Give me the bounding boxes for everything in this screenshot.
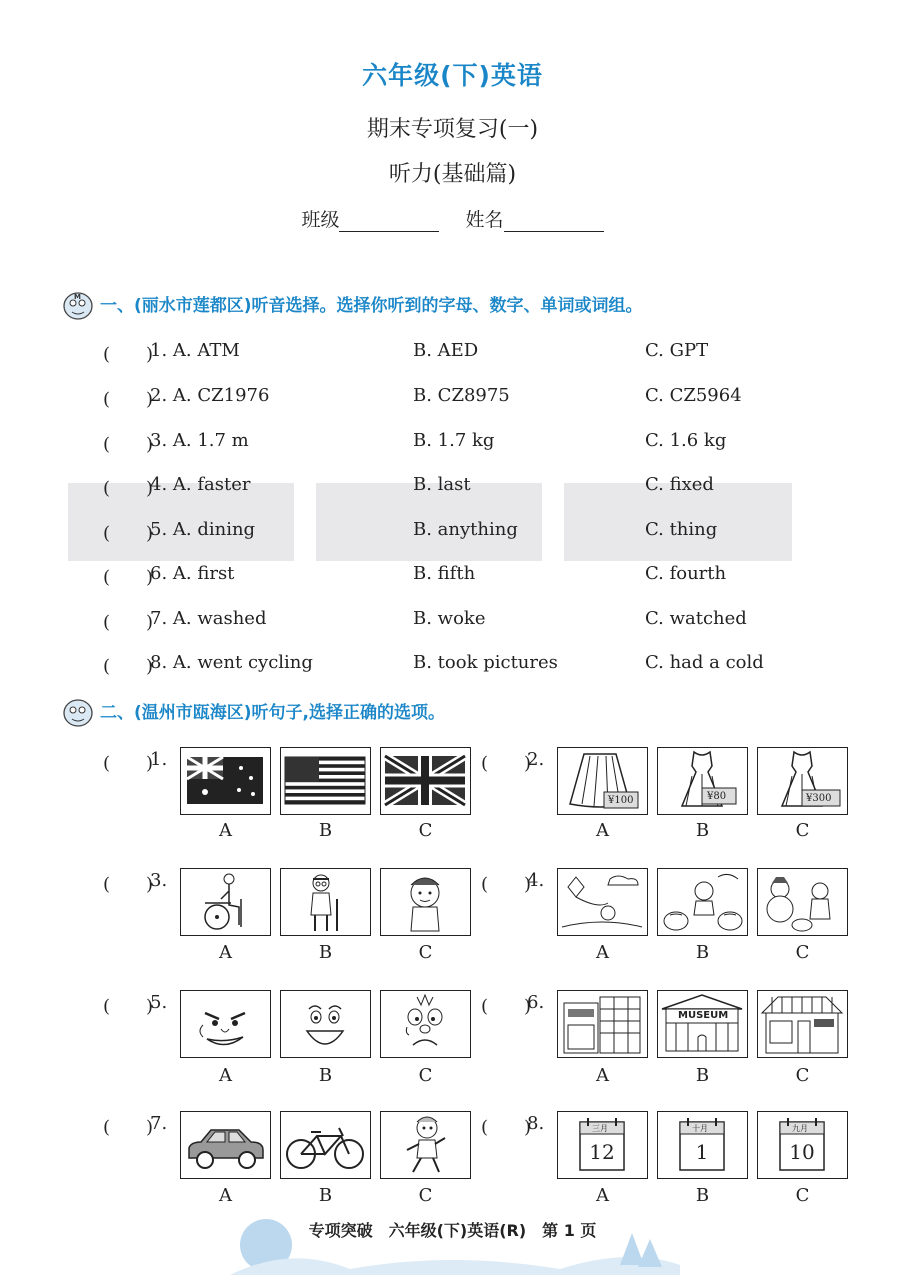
question-number: 6. [527, 992, 545, 1013]
museum-sign: MUSEUM [678, 1010, 729, 1021]
question-number: 4. [527, 870, 545, 891]
option-label: C [795, 1185, 810, 1206]
answer-paren[interactable]: ( ) [103, 612, 154, 633]
answer-paren[interactable]: ( ) [103, 656, 154, 677]
uk-flag-icon [381, 748, 469, 813]
option-a-image[interactable] [557, 868, 648, 936]
option-a[interactable]: 8. A. went cycling [150, 652, 313, 673]
option-label: A [596, 1065, 609, 1086]
question-row [0, 340, 905, 370]
question-number: 7. [150, 1113, 168, 1134]
question-row [0, 519, 905, 549]
option-b-image[interactable]: ¥80 [657, 747, 748, 815]
option-b[interactable]: B. took pictures [413, 652, 558, 673]
option-a[interactable]: 5. A. dining [150, 519, 256, 540]
option-label: C [418, 1185, 433, 1206]
option-c-image[interactable] [380, 868, 471, 936]
answer-paren[interactable]: ( ) [103, 753, 154, 774]
name-label: 姓名 [465, 209, 504, 231]
sad-face-icon [381, 991, 469, 1056]
option-c-image[interactable]: ¥300 [757, 747, 848, 815]
option-b-image[interactable] [280, 1111, 371, 1179]
svg-text:M: M [74, 293, 81, 301]
kite-spring-scene-icon [558, 869, 646, 934]
museum-icon [658, 991, 746, 1056]
answer-paren[interactable]: ( ) [103, 996, 154, 1017]
option-c-image[interactable]: 九月 10 [757, 1111, 848, 1179]
australia-flag-icon [181, 748, 269, 813]
dress-icon [758, 748, 846, 813]
answer-paren[interactable]: ( ) [481, 1117, 532, 1138]
answer-paren[interactable]: ( ) [103, 478, 154, 499]
option-c[interactable]: C. thing [645, 519, 718, 540]
answer-paren[interactable]: ( ) [481, 753, 532, 774]
option-label: C [418, 942, 433, 963]
option-label: B [318, 942, 333, 963]
option-a-image[interactable] [180, 868, 271, 936]
question-number: 5. [150, 992, 168, 1013]
wheelchair-person-icon [181, 869, 269, 934]
option-c-image[interactable] [757, 868, 848, 936]
student-info-row [0, 205, 905, 232]
section-2-heading: 二、(温州市瓯海区)听句子,选择正确的选项。 [60, 697, 445, 729]
option-label: A [219, 942, 232, 963]
mascot-icon [60, 290, 96, 322]
page-footer: 专项突破 六年级(下)英语(R) 第 1 页 [308, 1221, 597, 1240]
question-row [0, 563, 905, 593]
option-c[interactable]: C. had a cold [645, 652, 764, 673]
question-number: 2. [527, 749, 545, 770]
option-c-image[interactable] [380, 990, 471, 1058]
option-label: B [695, 1185, 710, 1206]
option-a-image[interactable] [180, 1111, 271, 1179]
option-label: A [596, 942, 609, 963]
option-label: A [219, 820, 232, 841]
answer-paren[interactable]: ( ) [481, 996, 532, 1017]
option-a-image[interactable]: ¥100 [557, 747, 648, 815]
option-c-image[interactable] [380, 747, 471, 815]
option-b[interactable]: B. 1.7 kg [413, 430, 495, 451]
answer-paren[interactable]: ( ) [103, 567, 154, 588]
option-a[interactable]: 3. A. 1.7 m [150, 430, 249, 451]
option-label: B [318, 1065, 333, 1086]
option-a[interactable]: 4. A. faster [150, 474, 251, 495]
option-c[interactable]: C. fixed [645, 474, 714, 495]
section-1-heading: M 一、(丽水市莲都区)听音选择。选择你听到的字母、数字、单词或词组。 [60, 290, 643, 322]
option-a[interactable]: 7. A. washed [150, 608, 267, 629]
class-label: 班级 [301, 209, 340, 231]
question-number: 1. [150, 749, 168, 770]
option-b[interactable]: B. woke [413, 608, 486, 629]
bicycle-icon [281, 1112, 369, 1177]
option-label: A [596, 820, 609, 841]
answer-paren[interactable]: ( ) [103, 874, 154, 895]
answer-paren[interactable]: ( ) [481, 874, 532, 895]
question-number: 8. [527, 1113, 545, 1134]
autumn-fruit-scene-icon [658, 869, 746, 934]
question-row [0, 430, 905, 460]
boy-icon [381, 869, 469, 934]
option-label: A [219, 1065, 232, 1086]
answer-paren[interactable]: ( ) [103, 1117, 154, 1138]
class-field[interactable] [339, 213, 439, 232]
option-label: C [795, 820, 810, 841]
answer-paren[interactable]: ( ) [103, 389, 154, 410]
answer-paren[interactable]: ( ) [103, 344, 154, 365]
option-c[interactable]: C. CZ5964 [645, 385, 742, 406]
option-b-image[interactable] [657, 868, 748, 936]
option-label: C [795, 1065, 810, 1086]
option-label: C [418, 1065, 433, 1086]
option-b[interactable]: B. fifth [413, 563, 476, 584]
option-b[interactable]: B. AED [413, 340, 479, 361]
option-label: C [795, 942, 810, 963]
option-c[interactable]: C. GPT [645, 340, 709, 361]
option-a-image[interactable] [557, 990, 648, 1058]
page-subtitle-2: 听力(基础篇) [388, 162, 517, 187]
option-b-image[interactable] [280, 990, 371, 1058]
option-a-image[interactable] [180, 990, 271, 1058]
page-subtitle: 期末专项复习(一) [366, 117, 539, 142]
option-b-image[interactable] [657, 990, 748, 1058]
option-b-image[interactable]: 十月 1 [657, 1111, 748, 1179]
snowman-winter-scene-icon [758, 869, 846, 934]
option-a-image[interactable] [180, 747, 271, 815]
option-label: B [695, 820, 710, 841]
option-c-image[interactable] [380, 1111, 471, 1179]
option-b-image[interactable] [280, 868, 371, 936]
option-a[interactable]: 2. A. CZ1976 [150, 385, 270, 406]
option-c[interactable]: C. fourth [645, 563, 727, 584]
question-row [0, 385, 905, 415]
option-label: A [596, 1185, 609, 1206]
option-c[interactable]: C. 1.6 kg [645, 430, 727, 451]
option-a[interactable]: 6. A. first [150, 563, 235, 584]
option-b[interactable]: B. CZ8975 [413, 385, 510, 406]
building-icon [558, 991, 646, 1056]
mascot-icon [60, 697, 96, 729]
option-b[interactable]: B. last [413, 474, 471, 495]
name-field[interactable] [504, 213, 604, 232]
option-a-image[interactable]: 三月 12 [557, 1111, 648, 1179]
car-icon [181, 1112, 269, 1177]
question-number: 3. [150, 870, 168, 891]
usa-flag-icon [281, 748, 369, 813]
old-man-cane-icon [281, 869, 369, 934]
page-title: 六年级(下)英语 [362, 61, 543, 90]
question-row [0, 652, 905, 682]
option-a[interactable]: 1. A. ATM [150, 340, 240, 361]
option-c[interactable]: C. watched [645, 608, 747, 629]
dress-icon [658, 748, 746, 813]
angry-face-icon [181, 991, 269, 1056]
happy-face-icon [281, 991, 369, 1056]
option-c-image[interactable] [757, 990, 848, 1058]
option-b-image[interactable] [280, 747, 371, 815]
shop-icon [758, 991, 846, 1056]
answer-paren[interactable]: ( ) [103, 523, 154, 544]
option-label: B [318, 820, 333, 841]
option-label: B [318, 1185, 333, 1206]
option-label: B [695, 1065, 710, 1086]
option-label: A [219, 1185, 232, 1206]
answer-paren[interactable]: ( ) [103, 434, 154, 455]
question-row [0, 474, 905, 504]
option-label: C [418, 820, 433, 841]
question-row [0, 608, 905, 638]
option-b[interactable]: B. anything [413, 519, 518, 540]
option-label: B [695, 942, 710, 963]
walking-boy-icon [381, 1112, 469, 1177]
